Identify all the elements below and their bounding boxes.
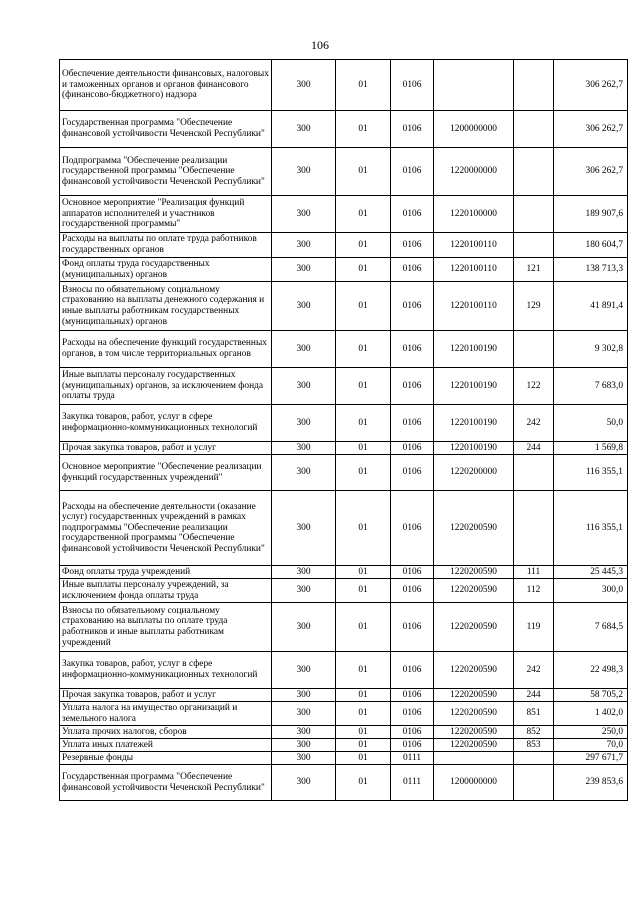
table-row xyxy=(60,765,628,801)
row-vedomstvo-code: 300 xyxy=(272,60,336,111)
row-amount: 58 705,2 xyxy=(554,689,628,702)
row-name: Основное мероприятие "Обеспечение реализации функций государственных учреждений" xyxy=(60,455,272,491)
row-name: Фонд оплаты труда учреждений xyxy=(60,566,272,579)
row-podrazdel-code: 0106 xyxy=(391,579,434,603)
row-vedomstvo-code: 300 xyxy=(272,652,336,689)
row-razdel-code: 01 xyxy=(336,491,391,566)
row-vedomstvo-code: 300 xyxy=(272,603,336,652)
row-podrazdel-code: 0106 xyxy=(391,603,434,652)
table-row xyxy=(60,652,628,689)
row-vedomstvo-code: 300 xyxy=(272,233,336,258)
row-name: Расходы на обеспечение функций государственных органов, в том числе территориальных органов xyxy=(60,331,272,368)
row-razdel-code: 01 xyxy=(336,368,391,405)
row-name: Расходы на обеспечение деятельности (оказание услуг) государственных учреждений в рамках подпрограммы "Обеспечение реализации государственной программы "Обеспечение финансовой устойчивости Чеченской Республики" xyxy=(60,491,272,566)
row-target-article: 1220200590 xyxy=(434,579,514,603)
row-vedomstvo-code: 300 xyxy=(272,491,336,566)
row-expense-type xyxy=(514,111,554,148)
row-podrazdel-code: 0106 xyxy=(391,60,434,111)
row-podrazdel-code: 0106 xyxy=(391,331,434,368)
row-podrazdel-code: 0106 xyxy=(391,491,434,566)
row-razdel-code: 01 xyxy=(336,233,391,258)
table-row xyxy=(60,579,628,603)
row-razdel-code: 01 xyxy=(336,60,391,111)
row-target-article: 1220100190 xyxy=(434,331,514,368)
row-razdel-code: 01 xyxy=(336,726,391,739)
row-target-article: 1220200590 xyxy=(434,652,514,689)
table-row xyxy=(60,726,628,739)
row-name: Фонд оплаты труда государственных (муниципальных) органов xyxy=(60,258,272,282)
row-target-article: 1200000000 xyxy=(434,111,514,148)
table-row xyxy=(60,566,628,579)
row-amount: 1 402,0 xyxy=(554,702,628,726)
row-vedomstvo-code: 300 xyxy=(272,282,336,331)
row-razdel-code: 01 xyxy=(336,689,391,702)
row-amount: 22 498,3 xyxy=(554,652,628,689)
row-amount: 138 713,3 xyxy=(554,258,628,282)
row-target-article: 1220100110 xyxy=(434,282,514,331)
row-name: Уплата прочих налогов, сборов xyxy=(60,726,272,739)
row-target-article: 1220200590 xyxy=(434,739,514,752)
row-razdel-code: 01 xyxy=(336,442,391,455)
row-target-article: 1200000000 xyxy=(434,765,514,801)
row-amount: 239 853,6 xyxy=(554,765,628,801)
row-target-article: 1220200590 xyxy=(434,491,514,566)
row-target-article xyxy=(434,752,514,765)
row-razdel-code: 01 xyxy=(336,739,391,752)
row-podrazdel-code: 0111 xyxy=(391,765,434,801)
row-name: Обеспечение деятельности финансовых, налоговых и таможенных органов и органов финансового (финансово-бюджетного) надзора xyxy=(60,60,272,111)
row-name: Государственная программа "Обеспечение финансовой устойчивости Чеченской Республики" xyxy=(60,111,272,148)
table-row xyxy=(60,491,628,566)
row-vedomstvo-code: 300 xyxy=(272,739,336,752)
row-target-article: 1220100190 xyxy=(434,405,514,442)
row-expense-type: 112 xyxy=(514,579,554,603)
table-row xyxy=(60,442,628,455)
row-expense-type: 853 xyxy=(514,739,554,752)
row-razdel-code: 01 xyxy=(336,603,391,652)
row-expense-type: 111 xyxy=(514,566,554,579)
row-expense-type: 244 xyxy=(514,442,554,455)
table-row xyxy=(60,739,628,752)
row-podrazdel-code: 0106 xyxy=(391,726,434,739)
row-name: Взносы по обязательному социальному страхованию на выплаты денежного содержания и иные выплаты работникам государственных (муниципальных) органов xyxy=(60,282,272,331)
row-razdel-code: 01 xyxy=(336,196,391,233)
row-name: Иные выплаты персоналу государственных (муниципальных) органов, за исключением фонда оплаты труда xyxy=(60,368,272,405)
row-vedomstvo-code: 300 xyxy=(272,566,336,579)
row-vedomstvo-code: 300 xyxy=(272,368,336,405)
row-amount: 116 355,1 xyxy=(554,491,628,566)
row-amount: 306 262,7 xyxy=(554,148,628,196)
row-expense-type: 242 xyxy=(514,405,554,442)
row-vedomstvo-code: 300 xyxy=(272,331,336,368)
row-vedomstvo-code: 300 xyxy=(272,111,336,148)
row-target-article: 1220200000 xyxy=(434,455,514,491)
row-amount: 50,0 xyxy=(554,405,628,442)
row-amount: 306 262,7 xyxy=(554,111,628,148)
table-row xyxy=(60,111,628,148)
row-expense-type: 244 xyxy=(514,689,554,702)
row-razdel-code: 01 xyxy=(336,765,391,801)
row-expense-type: 852 xyxy=(514,726,554,739)
row-expense-type xyxy=(514,196,554,233)
row-razdel-code: 01 xyxy=(336,258,391,282)
row-name: Прочая закупка товаров, работ и услуг xyxy=(60,442,272,455)
row-name: Основное мероприятие "Реализация функций аппаратов исполнителей и участников государственной программы" xyxy=(60,196,272,233)
row-vedomstvo-code: 300 xyxy=(272,442,336,455)
row-target-article: 1220100190 xyxy=(434,442,514,455)
table-row xyxy=(60,455,628,491)
row-podrazdel-code: 0106 xyxy=(391,442,434,455)
row-podrazdel-code: 0106 xyxy=(391,689,434,702)
row-vedomstvo-code: 300 xyxy=(272,702,336,726)
row-vedomstvo-code: 300 xyxy=(272,689,336,702)
row-name: Закупка товаров, работ, услуг в сфере информационно-коммуникационных технологий xyxy=(60,652,272,689)
table-row xyxy=(60,282,628,331)
row-expense-type: 851 xyxy=(514,702,554,726)
table-row xyxy=(60,603,628,652)
row-target-article: 1220100190 xyxy=(434,368,514,405)
table-row xyxy=(60,331,628,368)
row-razdel-code: 01 xyxy=(336,702,391,726)
row-target-article xyxy=(434,60,514,111)
row-podrazdel-code: 0106 xyxy=(391,282,434,331)
table-row xyxy=(60,689,628,702)
row-vedomstvo-code: 300 xyxy=(272,405,336,442)
row-amount: 189 907,6 xyxy=(554,196,628,233)
row-expense-type xyxy=(514,765,554,801)
row-vedomstvo-code: 300 xyxy=(272,258,336,282)
row-target-article: 1220200590 xyxy=(434,689,514,702)
row-razdel-code: 01 xyxy=(336,579,391,603)
row-target-article: 1220200590 xyxy=(434,726,514,739)
row-amount: 300,0 xyxy=(554,579,628,603)
row-amount: 7 683,0 xyxy=(554,368,628,405)
row-expense-type: 129 xyxy=(514,282,554,331)
row-razdel-code: 01 xyxy=(336,652,391,689)
table-row xyxy=(60,752,628,765)
row-amount: 180 604,7 xyxy=(554,233,628,258)
row-name: Закупка товаров, работ, услуг в сфере информационно-коммуникационных технологий xyxy=(60,405,272,442)
row-razdel-code: 01 xyxy=(336,566,391,579)
row-razdel-code: 01 xyxy=(336,148,391,196)
row-expense-type: 242 xyxy=(514,652,554,689)
row-expense-type xyxy=(514,233,554,258)
row-podrazdel-code: 0106 xyxy=(391,652,434,689)
row-target-article: 1220200590 xyxy=(434,702,514,726)
row-target-article: 1220000000 xyxy=(434,148,514,196)
row-podrazdel-code: 0106 xyxy=(391,455,434,491)
row-podrazdel-code: 0106 xyxy=(391,111,434,148)
row-amount: 41 891,4 xyxy=(554,282,628,331)
row-razdel-code: 01 xyxy=(336,111,391,148)
table-row xyxy=(60,60,628,111)
row-name: Уплата иных платежей xyxy=(60,739,272,752)
row-podrazdel-code: 0106 xyxy=(391,702,434,726)
row-razdel-code: 01 xyxy=(336,331,391,368)
row-target-article: 1220100000 xyxy=(434,196,514,233)
row-expense-type xyxy=(514,455,554,491)
row-expense-type xyxy=(514,491,554,566)
row-name: Подпрограмма "Обеспечение реализации государственной программы "Обеспечение финансовой устойчивости Чеченской Республики" xyxy=(60,148,272,196)
row-podrazdel-code: 0106 xyxy=(391,148,434,196)
row-razdel-code: 01 xyxy=(336,752,391,765)
row-expense-type: 122 xyxy=(514,368,554,405)
row-name: Иные выплаты персоналу учреждений, за исключением фонда оплаты труда xyxy=(60,579,272,603)
table-row xyxy=(60,258,628,282)
row-name: Резервные фонды xyxy=(60,752,272,765)
row-podrazdel-code: 0106 xyxy=(391,258,434,282)
row-podrazdel-code: 0106 xyxy=(391,368,434,405)
table-row xyxy=(60,368,628,405)
row-expense-type xyxy=(514,752,554,765)
row-expense-type xyxy=(514,60,554,111)
row-amount: 70,0 xyxy=(554,739,628,752)
table-row xyxy=(60,405,628,442)
row-amount: 9 302,8 xyxy=(554,331,628,368)
row-podrazdel-code: 0106 xyxy=(391,196,434,233)
row-amount: 116 355,1 xyxy=(554,455,628,491)
row-vedomstvo-code: 300 xyxy=(272,579,336,603)
row-razdel-code: 01 xyxy=(336,405,391,442)
table-row xyxy=(60,148,628,196)
table-row xyxy=(60,196,628,233)
row-podrazdel-code: 0106 xyxy=(391,566,434,579)
row-razdel-code: 01 xyxy=(336,455,391,491)
row-expense-type xyxy=(514,148,554,196)
row-target-article: 1220100110 xyxy=(434,258,514,282)
row-target-article: 1220200590 xyxy=(434,603,514,652)
row-amount: 306 262,7 xyxy=(554,60,628,111)
row-target-article: 1220100110 xyxy=(434,233,514,258)
row-vedomstvo-code: 300 xyxy=(272,455,336,491)
row-expense-type xyxy=(514,331,554,368)
page-number: 106 xyxy=(311,38,329,52)
row-vedomstvo-code: 300 xyxy=(272,726,336,739)
row-amount: 25 445,3 xyxy=(554,566,628,579)
row-expense-type: 121 xyxy=(514,258,554,282)
row-name: Взносы по обязательному социальному страхованию на выплаты по оплате труда работников и иные выплаты работникам учреждений xyxy=(60,603,272,652)
table-row xyxy=(60,233,628,258)
row-podrazdel-code: 0106 xyxy=(391,405,434,442)
row-amount: 1 569,8 xyxy=(554,442,628,455)
row-name: Расходы на выплаты по оплате труда работников государственных органов xyxy=(60,233,272,258)
row-name: Государственная программа "Обеспечение финансовой устойчивости Чеченской Республики" xyxy=(60,765,272,801)
row-name: Уплата налога на имущество организаций и земельного налога xyxy=(60,702,272,726)
row-amount: 297 671,7 xyxy=(554,752,628,765)
table-row xyxy=(60,702,628,726)
row-vedomstvo-code: 300 xyxy=(272,148,336,196)
row-vedomstvo-code: 300 xyxy=(272,765,336,801)
row-expense-type: 119 xyxy=(514,603,554,652)
row-vedomstvo-code: 300 xyxy=(272,752,336,765)
row-vedomstvo-code: 300 xyxy=(272,196,336,233)
row-podrazdel-code: 0106 xyxy=(391,233,434,258)
row-target-article: 1220200590 xyxy=(434,566,514,579)
row-podrazdel-code: 0111 xyxy=(391,752,434,765)
budget-table xyxy=(59,59,628,801)
row-razdel-code: 01 xyxy=(336,282,391,331)
row-amount: 7 684,5 xyxy=(554,603,628,652)
row-amount: 250,0 xyxy=(554,726,628,739)
row-podrazdel-code: 0106 xyxy=(391,739,434,752)
row-name: Прочая закупка товаров, работ и услуг xyxy=(60,689,272,702)
